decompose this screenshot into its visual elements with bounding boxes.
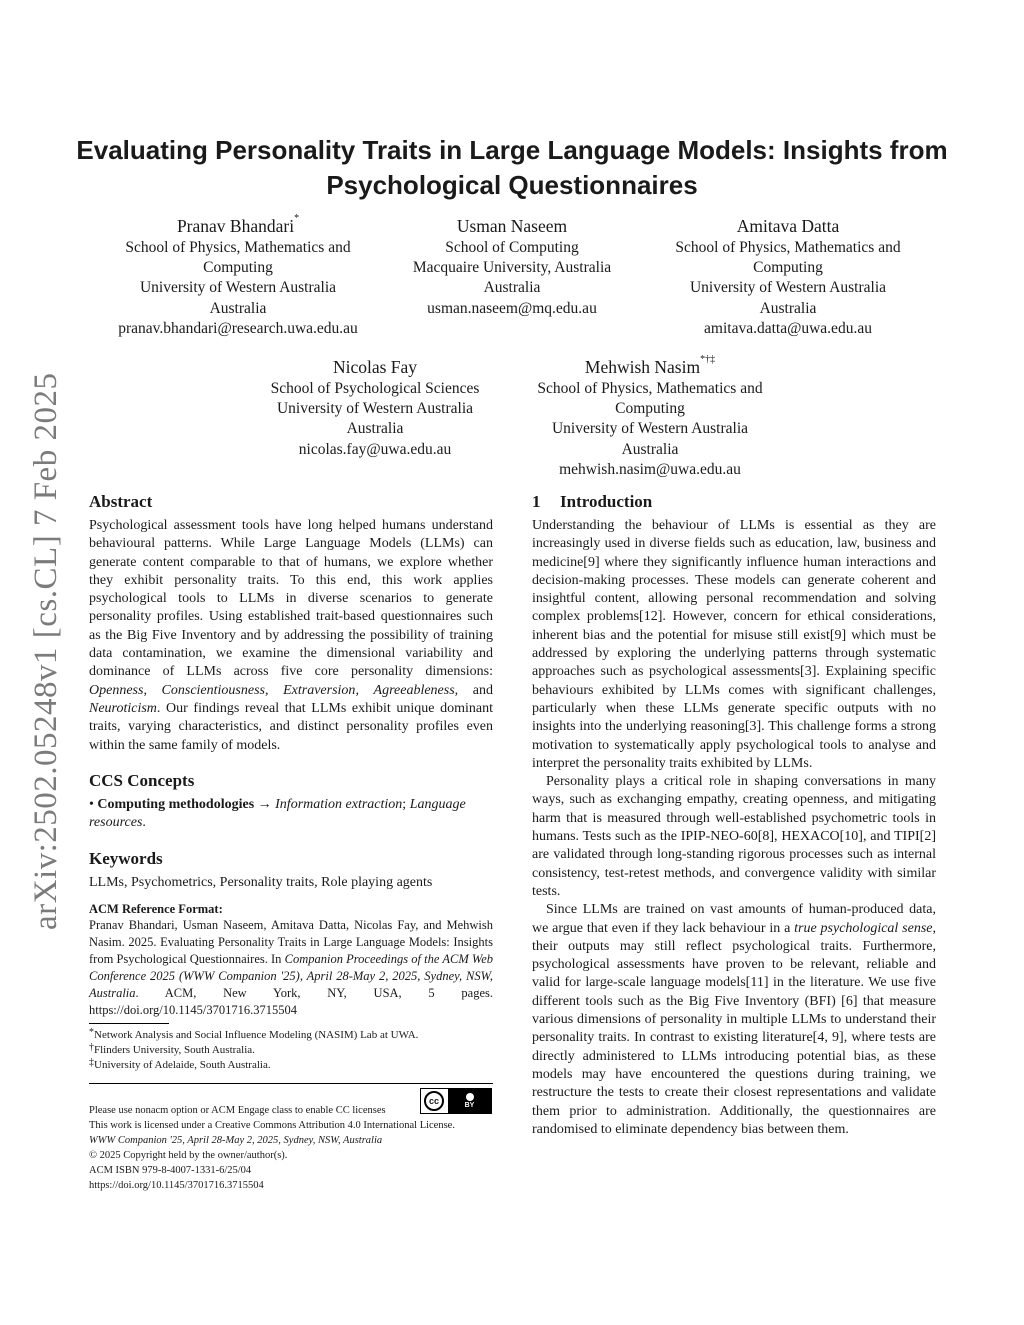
right-column [532,491,936,1139]
author-name: Usman Naseem [456,216,568,236]
introduction-heading [532,491,936,513]
person-icon [466,1093,474,1101]
author-block [245,355,505,460]
author-affiliation: Macquaire University, Australia [412,259,612,277]
author-affiliation: School of Physics, Mathematics and [125,239,351,256]
abstract-heading: Abstract [89,492,153,511]
footnote: ‡University of Adelaide, South Australia. [89,1057,271,1071]
footnotes [89,1028,493,1073]
license-block [89,1103,493,1193]
author-email[interactable]: mehwish.nasim@uwa.edu.au [559,460,741,478]
arxiv-identifier: arXiv:2502.05248v1 [cs.CL] 7 Feb 2025 [28,372,64,930]
abstract-text: Psychological assessment tools have long helped humans understand behavioural patterns. While Large Language Models (LLMs) can generate content comparable to that of humans, we explore whether they exhibit personality traits. To this end, this work applies psychological tools to LLMs in diverse scenarios to generate personality profiles. Using established trait-based questionnaires such as the Big Five Inventory and by addressing the possibility of training data contamination, we examine the dimensional variability and dominance of LLMs across five core personality dimensions: Openness, Conscientiousness, Extraversion, Agreeableness, and Neuroticism. Our findings reveal that LLMs exhibit unique dominant traits, varying characteristics, and distinct personality profiles even within the same family of models. [89,518,493,753]
intro-paragraph: Personality plays a critical role in shaping conversations in many ways, such as exchanging empathy, creating openness, and mitigating harm that is measured through well-established psychometric tools in humans. Tests such as the IPIP-NEO-60[8], HEXACO[10], and TIPI[2] are validated through long-standing rigorous processes such as internal consistency, test-retest methods, and convergence validity with similar tests. [532,774,936,899]
author-email[interactable]: pranav.bhandari@research.uwa.edu.au [118,319,358,337]
author-name: Pranav Bhandari [176,216,295,236]
doi-link[interactable]: https://doi.org/10.1145/3701716.3715504 [89,1180,264,1191]
author-email[interactable]: usman.naseem@mq.edu.au [427,299,597,317]
author-affiliation: Computing [203,259,273,277]
author-affiliation: Computing [753,259,823,277]
author-affiliation: Australia [759,299,817,317]
author-affiliation: Australia [621,440,679,458]
author-name: Nicolas Fay [332,357,418,377]
section-title: Introduction [560,492,653,511]
author-email[interactable]: nicolas.fay@uwa.edu.au [298,440,452,458]
left-column [89,491,493,1019]
author-block [510,355,790,480]
author-block [98,214,378,339]
cc-icon: cc [424,1091,444,1111]
author-affiliation: University of Western Australia [551,420,749,438]
author-affiliation: School of Physics, Mathematics and [675,239,901,256]
intro-paragraph: Understanding the behaviour of LLMs is essential as they are increasingly used in diverse fields such as education, law, business and medicine[9] where they significantly influence human interactions and decision-making processes. These models can generate coherent and insightful content, allowing personal recommendation and solving complex problems[12]. However, concern for ethical considerations, inherent bias and the potential for misuse still exist[9] which must be addressed by exploring the underlying patterns through systematic approaches such as psychological assessments[3]. Explaining specific behaviours exhibited by LLMs comes with significant challenges, particularly when these LLMs generate specific outputs with no insights into the underlying reasoning[3]. This challenge forms a strong motivation to systematically apply psychological tools to analyse and interpret the personality traits exhibited by LLMs. [532,518,936,771]
author-name: Amitava Datta [736,216,840,236]
intro-paragraph: Since LLMs are trained on vast amounts of human-produced data, we argue that even if they lack behaviour in a true psychological sense, their outputs may still reflect psychological traits. Furthermore, psychological assessments have proven to be relevant, reliable and valid for large-scale language models[11] in the literature. We use five different tools such as the Big Five Inventory (BFI) [6] that measure various dimensions of personality in multiple LLMs to understand their personality traits. In contrast to existing literature[4, 9], where tests are directly administered to LLMs introducing potential bias, as these models may have encountered the questions during training, we restructure the tests to create their closest representations and validate them prior to administration. Additionally, the questionnaires are randomised to eliminate dependency bias between them. [532,902,936,1137]
author-affiliation: University of Western Australia [689,279,887,297]
author-block [392,214,632,319]
author-affiliation: School of Psychological Sciences [270,380,480,397]
section-number: 1 [532,492,541,511]
author-affiliation: University of Western Australia [276,400,474,418]
author-affiliation: School of Physics, Mathematics and [537,380,763,397]
author-name: Mehwish Nasim [584,357,701,377]
license-line: WWW Companion '25, April 28-May 2, 2025, Sydney, NSW, Australia [89,1135,383,1146]
footnote: †Flinders University, South Australia. [89,1042,255,1056]
ccs-concepts: • Computing methodologies → Information extraction; Language resources. [89,796,466,831]
author-affiliation: Australia [346,420,404,438]
keywords-text: LLMs, Psychometrics, Personality traits, Role playing agents [89,875,433,891]
author-mark: *†‡ [700,354,716,365]
author-affiliation: Australia [483,279,541,297]
license-rule [89,1083,493,1084]
keywords-heading: Keywords [89,849,163,869]
license-line: ACM ISBN 979-8-4007-1331-6/25/04 [89,1165,252,1176]
license-line[interactable]: This work is licensed under a Creative Commons Attribution 4.0 International License. [89,1120,455,1131]
author-mark: * [294,213,300,224]
author-affiliation: Computing [615,400,685,418]
license-line: © 2025 Copyright held by the owner/author(s). [89,1150,288,1161]
author-affiliation: School of Computing [445,239,579,256]
author-block [646,214,930,339]
by-label: BY [464,1101,475,1109]
acm-reference-heading: ACM Reference Format: [89,901,223,916]
acm-reference-text: Pranav Bhandari, Usman Naseem, Amitava Datta, Nicolas Fay, and Mehwish Nasim. 2025. Evaluating Personality Traits in Large Language Models: Insights from Psychological Questionnaires. In Companion Proceedings of the ACM Web Conference 2025 (WWW Companion '25), April 28-May 2, 2025, Sydney, NSW, Australia. ACM, New York, NY, USA, 5 pages. https://doi.org/10.1145/3701716.3715504 [89,917,493,1017]
author-affiliation: Australia [209,299,267,317]
footnote-rule [89,1023,169,1024]
license-line: Please use nonacm option or ACM Engage class to enable CC licenses [89,1105,386,1116]
footnote: *Network Analysis and Social Influence Modeling (NASIM) Lab at UWA. [89,1027,419,1041]
ccs-heading: CCS Concepts [89,770,195,790]
author-email[interactable]: amitava.datta@uwa.edu.au [704,319,872,337]
author-affiliation: University of Western Australia [139,279,337,297]
paper-title: Evaluating Personality Traits in Large Language Models: Insights from Psychological Questionnaires [76,135,948,200]
